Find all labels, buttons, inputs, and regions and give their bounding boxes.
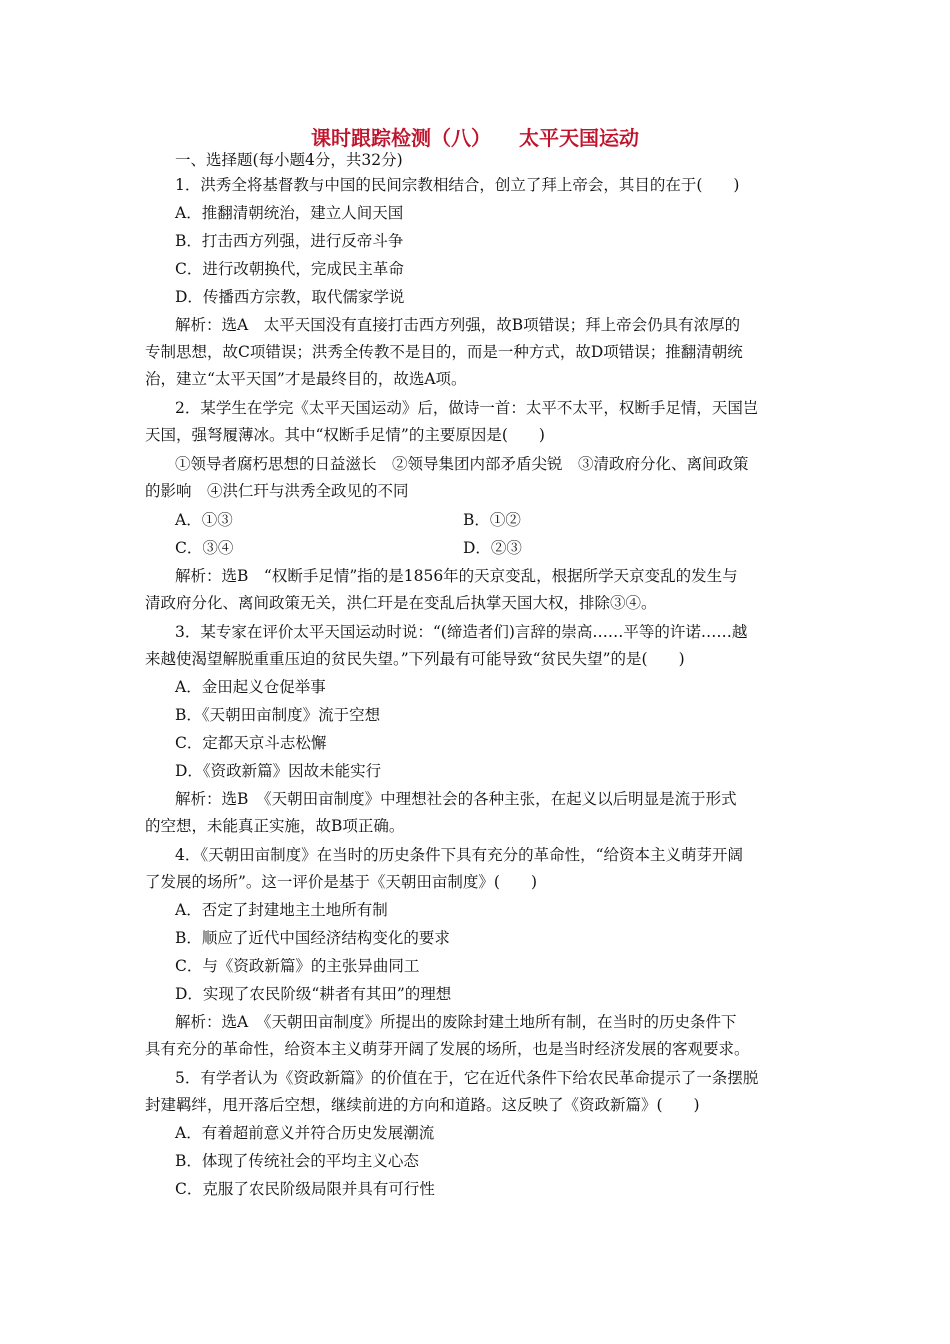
title-main: 课时跟踪检测（八） bbox=[311, 126, 491, 150]
q5-stem-line2: 封建羁绊，甩开落后空想，继续前进的方向和道路。这反映了《资政新篇》( ) bbox=[145, 1096, 700, 1114]
q1-stem: 1．洪秀全将基督教与中国的民间宗教相结合，创立了拜上帝会，其目的在于( ) bbox=[175, 176, 740, 194]
q2-option-c: C．③④ bbox=[175, 539, 234, 557]
q3-option-a: A．金田起义仓促举事 bbox=[175, 678, 326, 696]
q1-option-c: C．进行改朝换代，完成民主革命 bbox=[175, 260, 404, 278]
q1-explanation-line2: 专制思想，故C项错误；洪秀全传教不是目的，而是一种方式，故D项错误；推翻清朝统 bbox=[145, 343, 743, 361]
q4-stem-line1: 4．《天朝田亩制度》在当时的历史条件下具有充分的革命性，“给资本主义萌芽开阔 bbox=[175, 846, 744, 864]
q4-explanation-line2: 具有充分的革命性，给资本主义萌芽开阔了发展的场所，也是当时经济发展的客观要求。 bbox=[145, 1040, 750, 1058]
q2-option-d: D．②③ bbox=[463, 539, 522, 557]
q5-option-c: C．克服了农民阶级局限并具有可行性 bbox=[175, 1180, 435, 1198]
q2-stem-line2: 天国，强弩履薄冰。其中“权断手足情”的主要原因是( ) bbox=[145, 426, 545, 444]
q4-stem-line2: 了发展的场所”。这一评价是基于《天朝田亩制度》( ) bbox=[145, 873, 538, 891]
q5-stem-line1: 5．有学者认为《资政新篇》的价值在于，它在近代条件下给农民革命提示了一条摆脱 bbox=[175, 1069, 759, 1087]
q3-explanation-line2: 的空想，未能真正实施，故B项正确。 bbox=[145, 817, 405, 835]
q2-option-a: A．①③ bbox=[175, 511, 233, 529]
page-title bbox=[0, 125, 950, 151]
q3-option-b: B．《天朝田亩制度》流于空想 bbox=[175, 706, 381, 724]
q4-option-a: A．否定了封建地主土地所有制 bbox=[175, 901, 388, 919]
q1-option-b: B．打击西方列强，进行反帝斗争 bbox=[175, 232, 404, 250]
q5-option-a: A．有着超前意义并符合历史发展潮流 bbox=[175, 1124, 435, 1142]
q2-explanation-line1: 解析：选B “权断手足情”指的是1856年的天京变乱，根据所学天京变乱的发生与 bbox=[175, 567, 738, 585]
q1-explanation-line1: 解析：选A 太平天国没有直接打击西方列强，故B项错误；拜上帝会仍具有浓厚的 bbox=[175, 316, 741, 334]
q5-option-b: B．体现了传统社会的平均主义心态 bbox=[175, 1152, 419, 1170]
q2-stem-line1: 2．某学生在学完《太平天国运动》后，做诗一首：太平不太平，权断手足情，天国岂 bbox=[175, 399, 759, 417]
q3-explanation-line1: 解析：选B 《天朝田亩制度》中理想社会的各种主张，在起义以后明显是流于形式 bbox=[175, 790, 737, 808]
q4-explanation-line1: 解析：选A 《天朝田亩制度》所提出的废除封建土地所有制，在当时的历史条件下 bbox=[175, 1013, 737, 1031]
title-sub: 太平天国运动 bbox=[519, 126, 639, 150]
q4-option-c: C．与《资政新篇》的主张异曲同工 bbox=[175, 957, 420, 975]
q2-explanation-line2: 清政府分化、离间政策无关，洪仁玕是在变乱后执掌天国大权，排除③④。 bbox=[145, 594, 657, 612]
q4-option-d: D．实现了农民阶级“耕者有其田”的理想 bbox=[175, 985, 452, 1003]
q3-option-c: C．定都天京斗志松懈 bbox=[175, 734, 327, 752]
section-heading: 一、选择题(每小题4分，共32分) bbox=[175, 151, 403, 169]
q1-option-d: D．传播西方宗教，取代儒家学说 bbox=[175, 288, 405, 306]
q4-option-b: B．顺应了近代中国经济结构变化的要求 bbox=[175, 929, 450, 947]
q2-option-b: B．①② bbox=[463, 511, 521, 529]
q3-stem-line1: 3．某专家在评价太平天国运动时说：“(缔造者们)言辞的崇高……平等的许诺……越 bbox=[175, 623, 748, 641]
q1-explanation-line3: 治，建立“太平天国”才是最终目的，故选A项。 bbox=[145, 370, 467, 388]
q2-items-line1: ①领导者腐朽思想的日益滋长 ②领导集团内部矛盾尖锐 ③清政府分化、离间政策 bbox=[175, 455, 749, 473]
q1-option-a: A．推翻清朝统治，建立人间天国 bbox=[175, 204, 404, 222]
q3-stem-line2: 来越使渴望解脱重重压迫的贫民失望。”下列最有可能导致“贫民失望”的是( ) bbox=[145, 650, 685, 668]
q2-items-line2: 的影响 ④洪仁玕与洪秀全政见的不同 bbox=[145, 482, 409, 500]
q3-option-d: D．《资政新篇》因故未能实行 bbox=[175, 762, 382, 780]
